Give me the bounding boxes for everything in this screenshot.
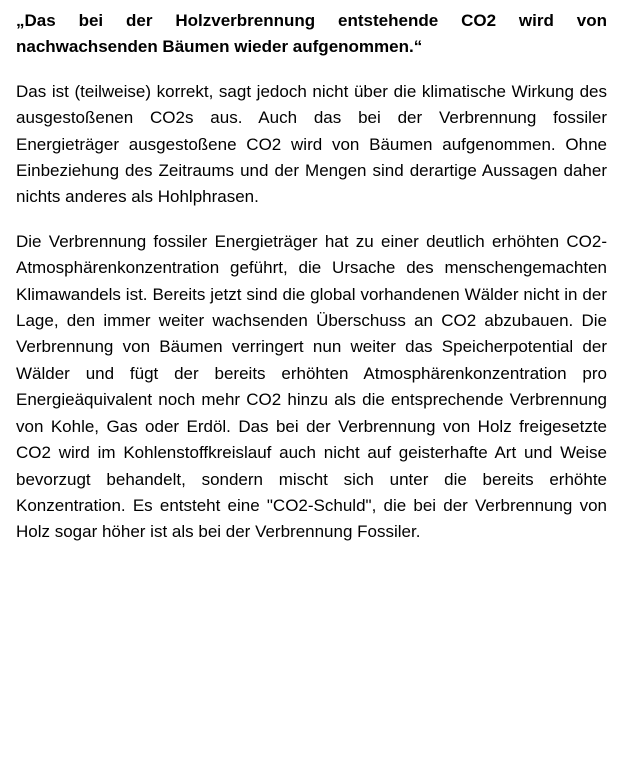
document-body bbox=[16, 8, 607, 546]
quote-heading: „Das bei der Holzverbrennung entstehende CO2 wird von nachwachsenden Bäumen wieder aufgenommen.“ bbox=[16, 11, 607, 57]
paragraph-2: Die Verbrennung fossiler Energieträger hat zu einer deutlich erhöhten CO2-Atmosphärenkonzentration geführt, die Ursache des menschengemachten Klimawandels ist. Bereits jetzt sind die global vorhandenen Wälder nicht in der Lage, den immer weiter wachsenden Überschuss an CO2 abzubauen. Die Verbrennung von Bäumen verringert nun weiter das Speicherpotential der Wälder und fügt der bereits erhöhten Atmosphärenkonzentration pro Energieäquivalent noch mehr CO2 hinzu als die entsprechende Verbrennung von Kohle, Gas oder Erdöl. Das bei der Verbrennung von Holz freigesetzte CO2 wird im Kohlenstoffkreislauf auch nicht auf geisterhafte Art und Weise bevorzugt behandelt, sondern mischt sich unter die bereits erhöhte Konzentration. Es entsteht eine "CO2-Schuld", die bei der Verbrennung von Holz sogar höher ist als bei der Verbrennung Fossiler. bbox=[16, 231, 607, 542]
paragraph-1: Das ist (teilweise) korrekt, sagt jedoch nicht über die klimatische Wirkung des ausgestoßenen CO2s aus. Auch das bei der Verbrennung fossiler Energieträger ausgestoßene CO2 wird von Bäumen aufgenommen. Ohne Einbeziehung des Zeitraums und der Mengen sind derartige Aussagen daher nichts anderes als Hohlphrasen. bbox=[16, 81, 607, 207]
